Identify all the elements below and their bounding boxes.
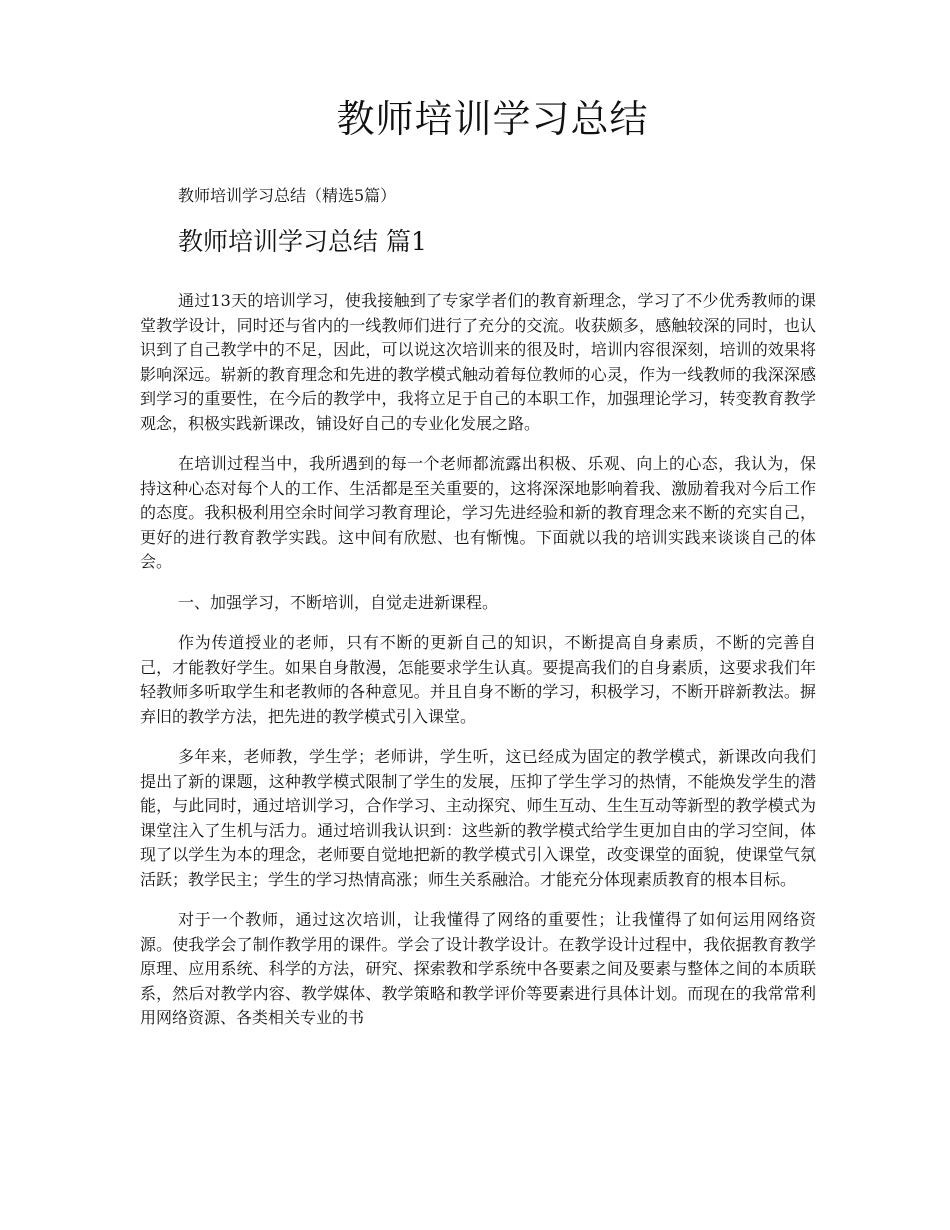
paragraph-1: 通过13天的培训学习，使我接触到了专家学者们的教育新理念，学习了不少优秀教师的课堂教学设计，同时还与省内的一线教师们进行了充分的交流。收获颇多，感触较深的同时，也认识到了自己教学中的不足，因此，可以说这次培训来的很及时，培训内容很深刻，培训的效果将影响深远。崭新的教育理念和先进的教学模式触动着每位教师的心灵，作为一线教师的我深深感到学习的重要性，在今后的教学中，我将立足于自己的本职工作，加强理论学习，转变教育教学观念，积极实践新课改，铺设好自己的专业化发展之路。: [140, 291, 816, 433]
paragraph-2: 在培训过程当中，我所遇到的每一个老师都流露出积极、乐观、向上的心态，我认为，保持这种心态对每个人的工作、生活都是至关重要的，这将深深地影响着我、激励着我对今后工作的态度。我积极利用空余时间学习教育理论，学习先进经验和新的教育理念来不断的充实自己，更好的进行教育教学实践。这中间有欣慰、也有惭愧。下面就以我的培训实践来谈谈自己的体会。: [140, 454, 816, 571]
section-heading: 教师培训学习总结 篇1: [178, 227, 427, 256]
body-text: [140, 289, 816, 1047]
document-subtitle: 教师培训学习总结（精选5篇）: [178, 186, 397, 205]
paragraph-3-heading: 一、加强学习，不断培训，自觉走进新课程。: [178, 592, 499, 612]
paragraph-5: 多年来，老师教，学生学；老师讲，学生听，这已经成为固定的教学模式，新课改向我们提出了新的课题，这种教学模式限制了学生的发展，压抑了学生学习的热情，不能焕发学生的潜能，与此同时，通过培训学习，合作学习、主动探究、师生互动、生生互动等新型的教学模式为课堂注入了生机与活力。通过培训我认识到：这些新的教学模式给学生更加自由的学习空间，体现了以学生为本的理念，老师要自觉地把新的教学模式引入课堂，改变课堂的面貌，使课堂气氛活跃；教学民主；学生的学习热情高涨；师生关系融洽。才能充分体现素质教育的根本目标。: [140, 747, 816, 889]
paragraph-4: 作为传道授业的老师，只有不断的更新自己的知识，不断提高自身素质，不断的完善自己，才能教好学生。如果自身散漫，怎能要求学生认真。要提高我们的自身素质，这要求我们年轻教师多听取学生和老教师的各种意见。并且自身不断的学习，积极学习，不断开辟新教法。摒弃旧的教学方法，把先进的教学模式引入课堂。: [140, 633, 816, 726]
paragraph-6: 对于一个教师，通过这次培训，让我懂得了网络的重要性；让我懂得了如何运用网络资源。使我学会了制作教学用的课件。学会了设计教学设计。在教学设计过程中，我依据教育教学原理、应用系统、科学的方法，研究、探索教和学系统中各要素之间及要素与整体之间的本质联系，然后对教学内容、教学媒体、教学策略和教学评价等要素进行具体计划。而现在的我常常利用网络资源、各类相关专业的书: [140, 910, 816, 1027]
document-title: 教师培训学习总结: [336, 97, 649, 141]
